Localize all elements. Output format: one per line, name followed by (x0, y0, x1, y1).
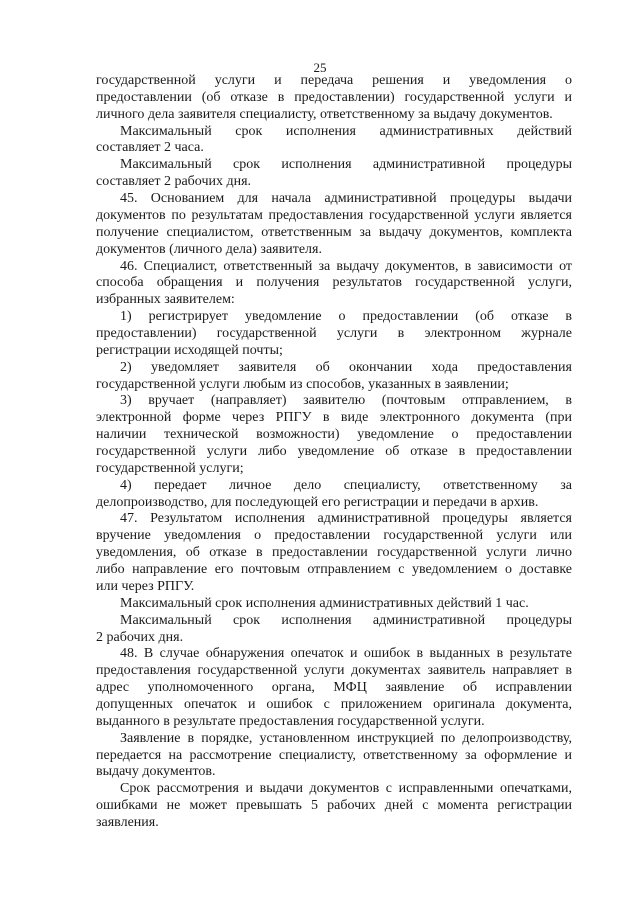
text-line: государственной услуги и передача решения и уведомления о (96, 73, 572, 88)
text-line: Срок рассмотрения и выдачи документов с исправленными опечатками, (120, 781, 572, 797)
text-line: заявления. (96, 815, 159, 830)
text-line: избранных заявителем: (96, 292, 235, 308)
text-line: Максимальный срок исполнения административных действий 1 час. (120, 595, 529, 611)
text-line: 46. Специалист, ответственный за выдачу документов, в зависимости от (120, 258, 572, 274)
text-line: 45. Основанием для начала административной процедуры выдачи (120, 191, 572, 207)
text-line: наличии технической возможности) уведомление о предоставлении (96, 427, 572, 443)
text-line: Максимальный срок исполнения административных действий (120, 123, 572, 139)
text-line: передается на рассмотрение специалисту, ответственному за оформление и (96, 747, 572, 763)
text-line: составляет 2 рабочих дня. (96, 174, 252, 190)
text-line: предоставлении) государственной услуги в электронном журнале (96, 325, 572, 341)
text-line: или через РПГУ. (96, 578, 195, 594)
text-line: документов по результатам предоставления государственной услуги является (96, 207, 572, 223)
text-line: 3) вручает (направляет) заявителю (почтовым отправлением, в (120, 393, 572, 409)
text-line: способа обращения и получения результатов государственной услуги, (96, 275, 572, 291)
page-number: 25 (313, 60, 327, 75)
text-line: Заявление в порядке, установленном инструкцией по делопроизводству, (120, 730, 572, 746)
text-line: 4) передает личное дело специалисту, ответственному за (120, 477, 572, 493)
text-line: Максимальный срок исполнения административной процедуры (120, 612, 572, 628)
text-line: вручение уведомления о предоставлении государственной услуги или (96, 528, 572, 544)
text-line: Максимальный срок исполнения административной процедуры (120, 157, 572, 173)
text-line: выдачу документов. (96, 764, 216, 780)
text-line: государственной услуги либо уведомление об отказе в предоставлении (96, 444, 572, 459)
text-line: делопроизводство, для последующей его регистрации и передачи в архив. (96, 494, 539, 510)
text-line: государственной услуги; (96, 460, 244, 476)
text-line: либо направление его почтовым отправлением с уведомлением о доставке (96, 562, 572, 578)
text-line: документов (личного дела) заявителя. (96, 241, 322, 257)
text-line: получение специалистом, ответственным за выдачу документов, комплекта (96, 224, 572, 240)
text-line: 48. В случае обнаружения опечаток и ошибок в выданных в результате (120, 646, 572, 662)
text-line: предоставления государственной услуги документах заявитель направляет в (96, 663, 572, 679)
text-line: регистрации исходящей почты; (96, 342, 283, 358)
text-line: 2 рабочих дня. (96, 629, 184, 645)
text-line: уведомления, об отказе в предоставлении государственной услуги лично (96, 545, 572, 561)
text-line: адрес уполномоченного органа, МФЦ заявление об исправлении (96, 680, 572, 696)
text-line: государственной услуги любым из способов, указанных в заявлении; (96, 376, 509, 392)
text-line: 47. Результатом исполнения административной процедуры является (120, 511, 572, 527)
text-line: допущенных опечаток и ошибок с приложением оригинала документа, (96, 696, 572, 712)
text-line: ошибками не может превышать 5 рабочих дней с момента регистрации (96, 798, 572, 814)
text-line: 1) регистрирует уведомление о предоставлении (об отказе в (120, 309, 572, 325)
text-line: выданного в результате предоставления государственной услуги. (96, 713, 485, 729)
text-line: составляет 2 часа. (96, 140, 204, 156)
text-line: 2) уведомляет заявителя об окончании хода предоставления (120, 359, 572, 375)
text-line: личного дела заявителя специалисту, ответственному за выдачу документов. (96, 106, 553, 122)
text-line: электронной форме через РПГУ в виде электронного документа (при (96, 410, 572, 426)
text-line: предоставлении (об отказе в предоставлении) государственной услуги и (96, 89, 572, 105)
